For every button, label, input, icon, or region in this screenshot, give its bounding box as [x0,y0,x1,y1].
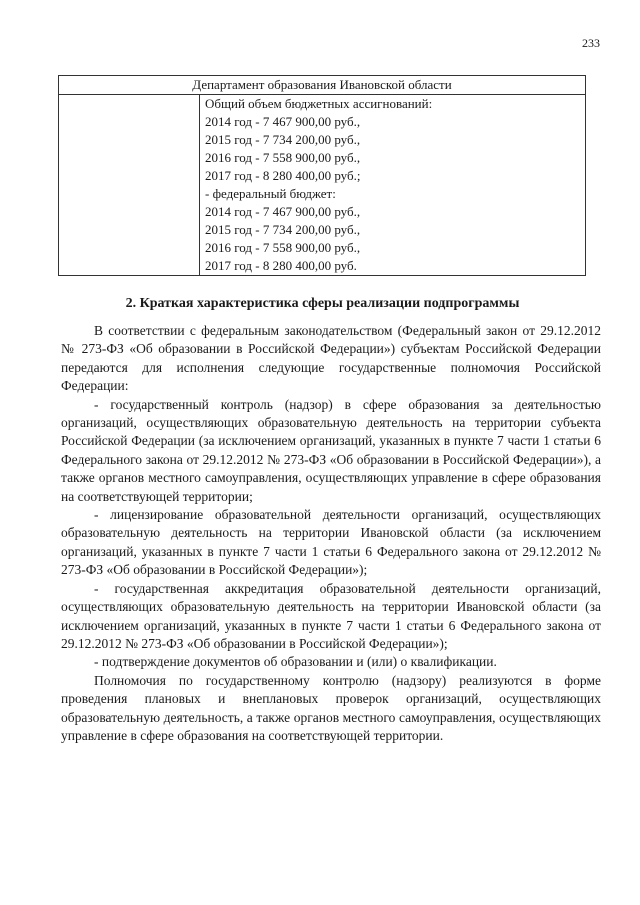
budget-line: Общий объем бюджетных ассигнований: [205,96,433,111]
table-header-row [59,76,586,95]
budget-line: - федеральный бюджет: [205,186,336,201]
body-text [61,322,601,745]
empty-cell [59,95,200,276]
budget-line: 2017 год - 8 280 400,00 руб.; [205,168,361,183]
table-row [59,95,586,276]
budget-line: 2014 год - 7 467 900,00 руб., [205,114,361,129]
paragraph: - государственная аккредитация образовательной деятельности организаций, осуществляющих образовательную деятельность на территории Ивановской области (за исключением организаций, указанных в пункте 7 части 1 статьи 6 Федерального закона от 29.12.2012 № 273-ФЗ «Об образовании в Российской Федерации»); [61,580,601,651]
budget-line: 2017 год - 8 280 400,00 руб. [205,258,357,273]
page-number: 233 [582,36,600,50]
paragraph: - лицензирование образовательной деятельности организаций, осуществляющих образовательную деятельность на территории Ивановской области (за исключением организаций, указанных в пункте 7 части 1 статьи 6 Федерального закона от 29.12.2012 № 273-ФЗ «Об образовании в Российской Федерации»); [61,507,601,578]
budget-line: 2014 год - 7 467 900,00 руб., [205,204,361,219]
paragraph: - подтверждение документов об образовании и (или) о квалификации. [94,654,497,670]
department-cell: Департамент образования Ивановской области [59,76,586,95]
paragraph: В соответствии с федеральным законодательством (Федеральный закон от 29.12.2012 № 273-ФЗ «Об образовании в Российской Федерации») субъектам Российской Федерации передаются для исполнения следующие государственные полномочия Российской Федерации: [61,323,601,394]
budget-line: 2016 год - 7 558 900,00 руб., [205,240,361,255]
budget-line: 2016 год - 7 558 900,00 руб., [205,150,361,165]
budget-line: 2015 год - 7 734 200,00 руб., [205,222,361,237]
budget-table [58,75,586,276]
budget-lines-cell [200,95,586,276]
section-title: 2. Краткая характеристика сферы реализации подпрограммы [125,296,520,311]
budget-line: 2015 год - 7 734 200,00 руб., [205,132,361,147]
paragraph: - государственный контроль (надзор) в сфере образования за деятельностью организаций, осуществляющих образовательную деятельность на территории субъекта Российской Федерации (за исключением организаций, указанных в пункте 7 части 1 статьи 6 Федерального закона от 29.12.2012 № 273-ФЗ «Об образовании в Российской Федерации»), а также органов местного самоуправления, осуществляющих управление в сфере образования на соответствующей территории; [61,396,601,504]
paragraph: Полномочия по государственному контролю (надзору) реализуются в форме проведения плановых и внеплановых проверок организаций, осуществляющих образовательную деятельность, а также органов местного самоуправления, осуществляющих управление в сфере образования на соответствующей территории. [61,672,601,743]
